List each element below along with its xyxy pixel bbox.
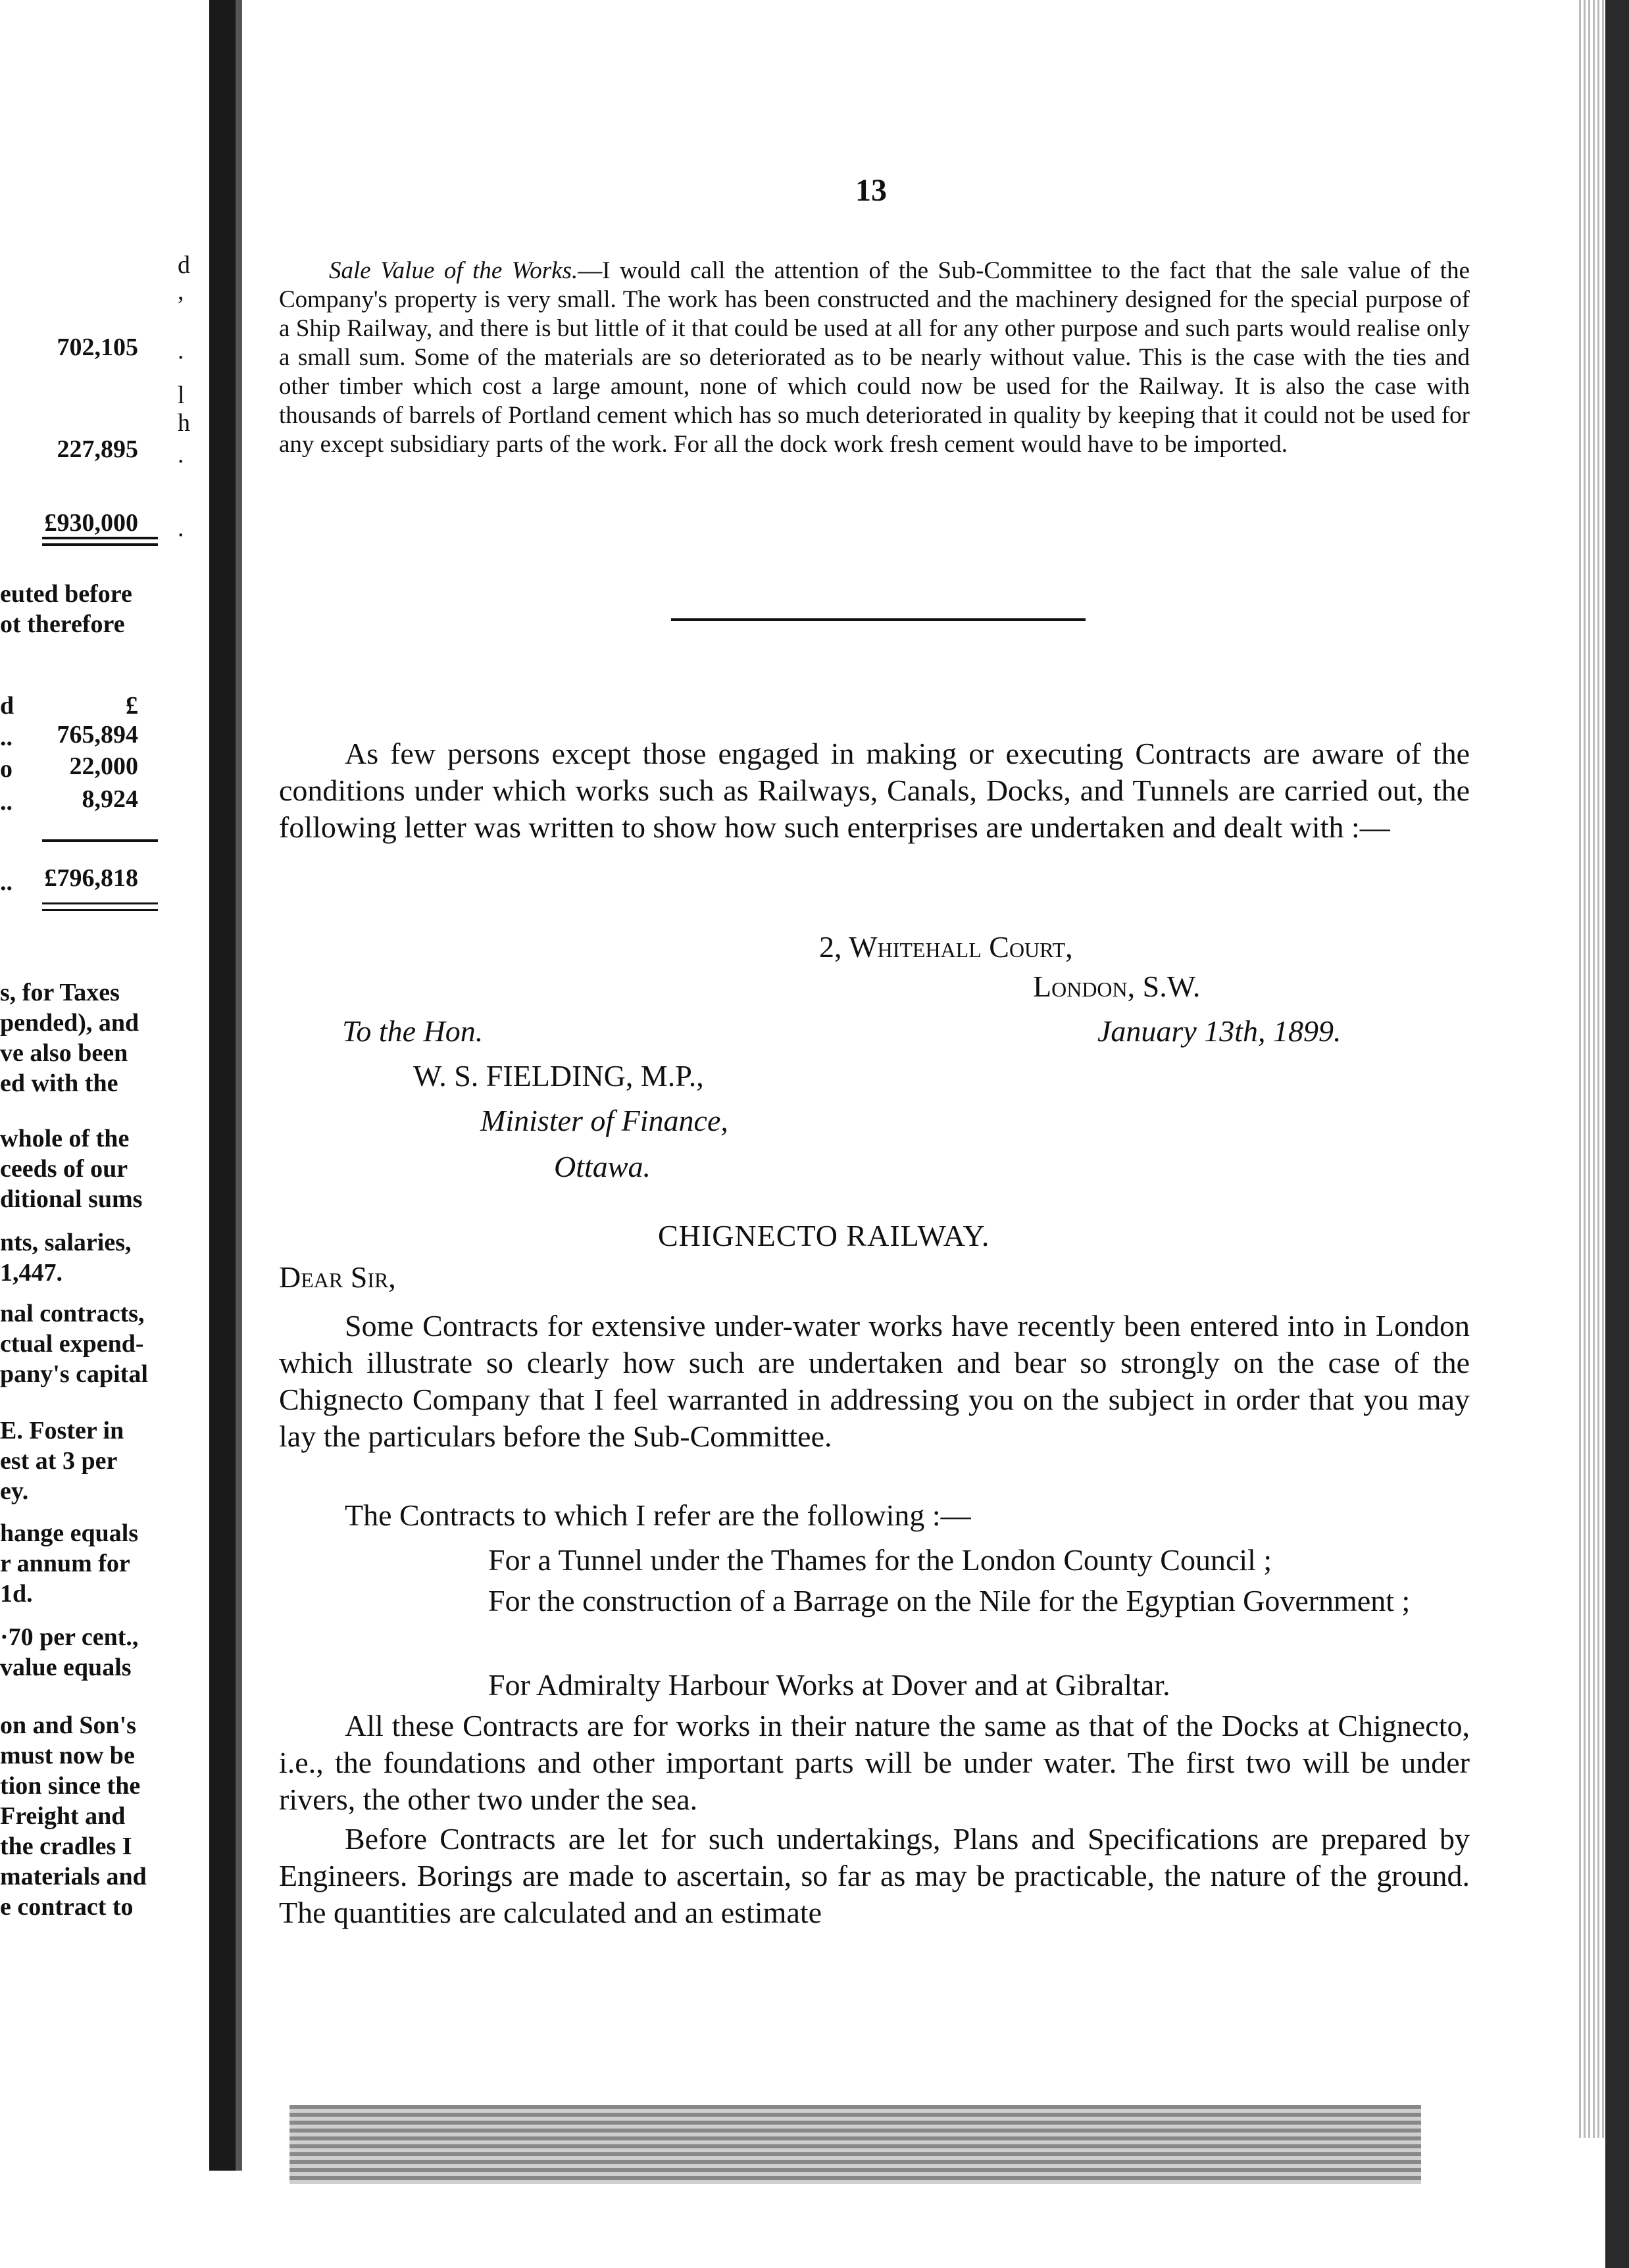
contract-item-3: For Admiralty Harbour Works at Dover and at Gibraltar.: [488, 1668, 1170, 1702]
page-stack-edge: [1579, 0, 1605, 2138]
address-line-1: 2, Whitehall Court,: [819, 930, 1073, 964]
body-paragraph-4: Before Contracts are let for such undertakings, Plans and Specifications are prepared by Engineers. Borings are made to ascertain, so far as may be practicable, the nature of the ground. The quantities are calculated and an estimate: [279, 1822, 1470, 1929]
page-stack-bottom: [289, 2105, 1421, 2184]
left-page-text: tion since the: [0, 1772, 141, 1800]
left-page-text: ditional sums: [0, 1185, 143, 1213]
left-page-text: .: [178, 441, 184, 468]
left-page-text: the cradles I: [0, 1833, 132, 1860]
left-page-text: ·70 per cent.,: [0, 1623, 139, 1651]
left-page-text: o: [0, 755, 13, 783]
left-page-text: e contract to: [0, 1893, 134, 1921]
left-page-text: 1d.: [0, 1580, 33, 1608]
sale-value-heading: Sale Value of the Works.: [329, 257, 578, 284]
sale-value-paragraph: [279, 257, 1470, 459]
left-page-text: materials and: [0, 1863, 147, 1890]
left-page-text: £796,818: [44, 864, 138, 892]
left-page-text: ceeds of our: [0, 1155, 128, 1183]
body-paragraph-1: Some Contracts for extensive under-water works have recently been entered into in London which illustrate so clearly how such are undertaken and bear so strongly on the case of the Chignecto Company that I feel warranted in addressing you on the subject in order that you may lay the particulars before the Sub-Committee.: [279, 1309, 1470, 1453]
left-page-text: ve also been: [0, 1039, 128, 1067]
left-page-text: 1,447.: [0, 1259, 63, 1287]
page-number: 13: [855, 173, 887, 208]
left-page-text: pended), and: [0, 1009, 139, 1037]
left-page-text: ..: [0, 788, 13, 816]
contract-item-1: For a Tunnel under the Thames for the London County Council ;: [488, 1543, 1272, 1577]
left-sum-rule-5: [42, 909, 158, 911]
left-page-text: 765,894: [57, 721, 138, 749]
left-page-text: ,: [178, 278, 184, 305]
left-page-text: 22,000: [69, 752, 138, 780]
left-page-text: d: [0, 692, 14, 720]
page-gutter: [209, 0, 236, 2171]
left-page-text: ed with the: [0, 1070, 118, 1097]
letter-date: January 13th, 1899.: [1097, 1014, 1341, 1048]
left-page-text: .: [178, 514, 184, 542]
left-page-text: £930,000: [44, 509, 138, 537]
left-page-text: 8,924: [82, 785, 138, 813]
left-page-text: ..: [0, 724, 13, 751]
left-sum-rule-4: [42, 902, 158, 904]
left-page-text: .: [178, 337, 184, 364]
left-page-text: r annum for: [0, 1550, 130, 1577]
left-page-text: ..: [0, 868, 13, 896]
body-paragraph-3: All these Contracts are for works in their nature the same as that of the Docks at Chignecto, i.e., the foundations and other important parts will be under water. The first two will be under rivers, the other two under the sea.: [279, 1709, 1470, 1816]
left-page-text: value equals: [0, 1654, 132, 1681]
left-page-text: ctual expend-: [0, 1330, 144, 1358]
book-edge: [1605, 0, 1629, 2268]
left-page-fragment: [0, 0, 197, 2268]
left-page-text: l: [178, 382, 185, 409]
recipient-place: Ottawa.: [554, 1150, 651, 1183]
address-line-2: London, S.W.: [1033, 970, 1201, 1003]
left-sum-rule-1: [42, 537, 158, 539]
left-page-text: d: [178, 251, 190, 279]
left-page-text: pany's capital: [0, 1360, 148, 1388]
intro-paragraph: As few persons except those engaged in making or executing Contracts are aware of the conditions under which works such as Railways, Canals, Docks, and Tunnels are carried out, the following letter was written to show how such enterprises are undertaken and dealt with :—: [279, 737, 1470, 844]
left-page-text: Freight and: [0, 1802, 126, 1830]
left-page-text: ey.: [0, 1477, 29, 1505]
page-gutter-edge: [236, 0, 242, 2171]
left-page-text: est at 3 per: [0, 1447, 118, 1475]
sale-value-text: —I would call the attention of the Sub-Committee to the fact that the sale value of the Company's property is very small. The work has been constructed and the machinery designed for the special purpose of a Ship Railway, and there is but little of it that could be used at all for any other purpose and such parts would realise only a small sum. Some of the materials are so deteriorated as to be nearly without value. This is the case with the ties and other timber which cost a large amount, none of which could now be used for the Railway. It is also the case with thousands of barrels of Portland cement which has so much deteriorated in quality by keeping that it could not be used for any except subsidiary parts of the work. For all the dock work fresh cement would have to be imported.: [279, 257, 1470, 458]
left-sum-rule-3: [42, 839, 158, 842]
left-page-text: nal contracts,: [0, 1300, 145, 1327]
left-page-text: hange equals: [0, 1519, 139, 1547]
left-page-text: must now be: [0, 1742, 135, 1769]
left-sum-rule-2: [42, 543, 158, 546]
letter-heading: CHIGNECTO RAILWAY.: [658, 1219, 990, 1252]
salutation: Dear Sir,: [279, 1260, 396, 1294]
contract-item-2: For the construction of a Barrage on the Nile for the Egyptian Government ;: [488, 1584, 1411, 1617]
left-page-text: euted before: [0, 580, 132, 608]
left-page-text: h: [178, 409, 190, 437]
left-page-text: s, for Taxes: [0, 979, 120, 1006]
recipient-title: Minister of Finance,: [480, 1104, 728, 1137]
left-page-text: nts, salaries,: [0, 1229, 132, 1256]
left-page-text: whole of the: [0, 1125, 130, 1152]
left-page-text: E. Foster in: [0, 1417, 124, 1444]
body-paragraph-2: The Contracts to which I refer are the following :—: [345, 1498, 971, 1532]
left-page-text: 227,895: [57, 435, 138, 463]
left-page-text: on and Son's: [0, 1712, 137, 1739]
recipient-name: W. S. FIELDING, M.P.,: [413, 1059, 704, 1093]
left-page-text: £: [126, 692, 138, 720]
recipient-to: To the Hon.: [342, 1014, 484, 1048]
section-separator: [671, 618, 1086, 621]
left-page-text: 702,105: [57, 333, 138, 361]
left-page-text: ot therefore: [0, 610, 125, 638]
